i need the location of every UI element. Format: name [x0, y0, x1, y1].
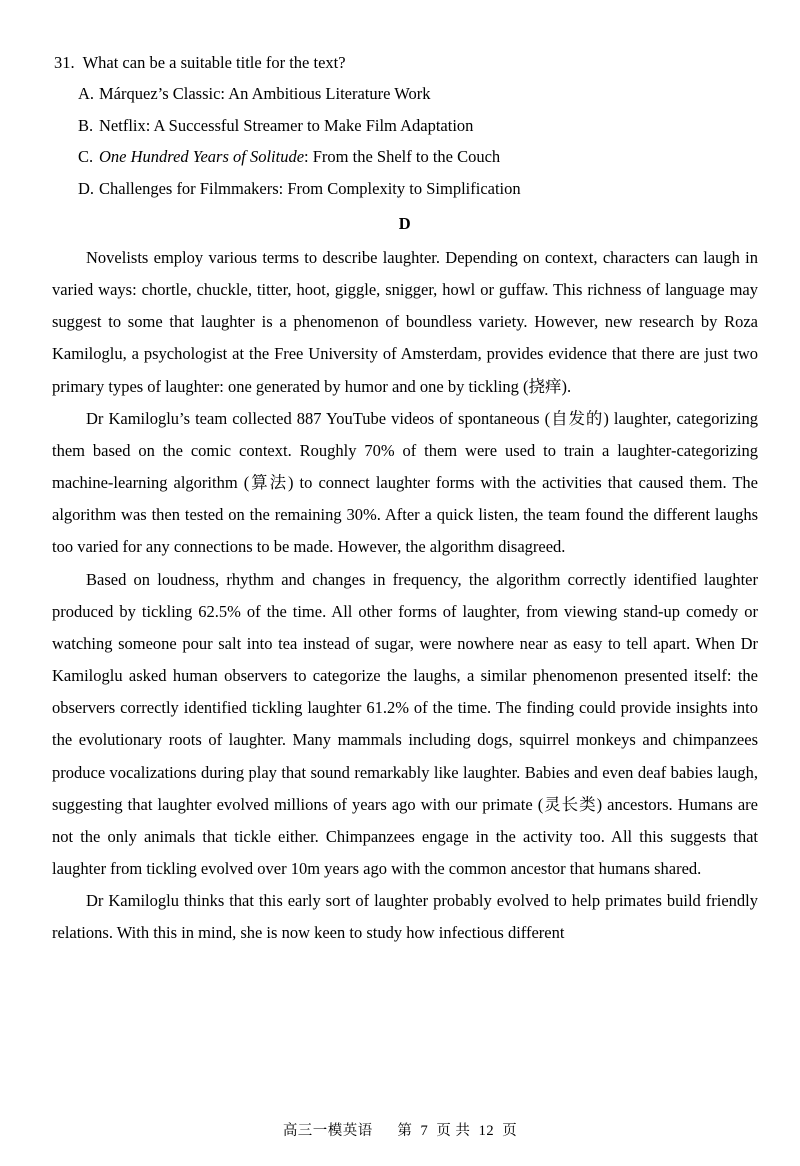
question-number: 31. [54, 53, 75, 72]
option-a[interactable] [52, 83, 758, 105]
page-footer [0, 1119, 800, 1140]
question-text: What can be a suitable title for the text? [82, 53, 346, 72]
option-c-text-rest: : From the Shelf to the Couch [304, 147, 501, 167]
footer-page-number: 7 [420, 1123, 429, 1139]
footer-total-pages: 12 [478, 1123, 495, 1139]
question-stem [52, 52, 758, 74]
option-c-title-italic: One Hundred Years of Solitude [99, 147, 305, 167]
passage-paragraph-2: Dr Kamiloglu’s team collected 887 YouTube videos of spontaneous (自发的) laughter, categorizing them based on the comic context. Roughly 70% of them were used to train a laughter-categorizing machine-learning algorithm (算法) to connect laughter forms with the activities that caused them. The algorithm was then tested on the remaining 30%. After a quick listen, the team found the different laughs too varied for any connections to be made. However, the algorithm disagreed. [52, 408, 758, 557]
option-b-text: Netflix: A Successful Streamer to Make Film Adaptation [99, 115, 474, 135]
option-b-letter: B. [78, 115, 94, 135]
passage-paragraph-4: Dr Kamiloglu thinks that this early sort of laughter probably evolved to help primates build friendly relations. With this in mind, she is now keen to study how infectious different [52, 891, 758, 943]
option-b[interactable] [52, 115, 758, 137]
footer-exam-label: 高三一模英语 [282, 1123, 373, 1139]
footer-page-mid: 页 共 [436, 1123, 471, 1139]
passage-section-letter: D [398, 213, 412, 233]
option-d-text: Challenges for Filmmakers: From Complexity to Simplification [99, 179, 521, 199]
option-a-text: Márquez’s Classic: An Ambitious Literature Work [99, 83, 431, 103]
question-options [52, 83, 758, 200]
option-d-letter: D. [78, 179, 95, 199]
option-c-letter: C. [78, 147, 94, 167]
footer-page-suffix: 页 [502, 1123, 518, 1139]
footer-page-prefix: 第 [397, 1123, 413, 1139]
option-a-letter: A. [78, 83, 95, 103]
passage-paragraph-3: Based on loudness, rhythm and changes in frequency, the algorithm correctly identified laughter produced by tickling 62.5% of the time. All other forms of laughter, from viewing stand-up comedy or watching someone pour salt into tea instead of sugar, were nowhere near as easy to tell apart. When Dr Kamiloglu asked human observers to categorize the laughs, a similar phenomenon presented itself: the observers correctly identified tickling laughter 61.2% of the time. The finding could provide insights into the evolutionary roots of laughter. Many mammals including dogs, squirrel monkeys and chimpanzees produce vocalizations during play that sound remarkably like laughter. Babies and even deaf babies laugh, suggesting that laughter evolved millions of years ago with our primate (灵长类) ancestors. Humans are not the only animals that tickle either. Chimpanzees engage in the activity too. All this suggests that laughter from tickling evolved over 10m years ago with the common ancestor that humans shared. [52, 569, 758, 879]
option-d[interactable] [52, 178, 758, 200]
passage-paragraph-1: Novelists employ various terms to describe laughter. Depending on context, characters can laugh in varied ways: chortle, chuckle, titter, hoot, giggle, snigger, howl or guffaw. This richness of language may suggest to some that laughter is a phenomenon of boundless variety. However, new research by Roza Kamiloglu, a psychologist at the Free University of Amsterdam, provides evidence that there are just two primary types of laughter: one generated by humor and one by tickling (挠痒). [52, 247, 758, 396]
option-c[interactable] [52, 146, 758, 168]
